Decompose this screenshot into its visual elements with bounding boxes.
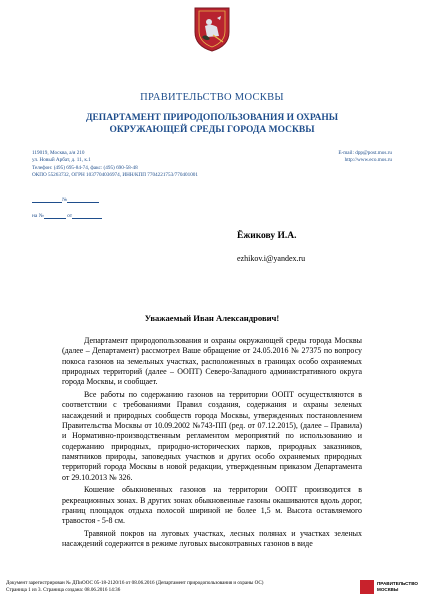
department-address [32, 150, 198, 180]
department-title-line1: ДЕПАРТАМЕНТ ПРИРОДОПОЛЬЗОВАНИЯ И ОХРАНЫ [85, 113, 339, 123]
recipient-email[interactable]: ezhikov.i@yandex.ru [237, 254, 306, 263]
recipient-name: Ёжикову И.А. [237, 231, 297, 241]
letter-paragraph: Травяной покров на луговых участках, лесных полянах и участках зеленых насаждений содержится в режиме луговых высокотравных газонов в виде [62, 528, 362, 549]
number-mark: № [62, 197, 68, 203]
letter-greeting: Уважаемый Иван Александрович! [144, 313, 280, 323]
department-website: http://www.eco.mos.ru [344, 157, 392, 164]
letter-paragraph: Департамент природопользования и охраны окружающей среды города Москвы (далее – Департамент) рассмотрел Ваше обращение от 24.05.2016 № 27375 по вопросу покоса газонов на земельных участках, расположенных в границах особо охраняемых природных территорий (далее – ООПТ) Северо-Западного административного округа города Москвы, и сообщает. [62, 336, 362, 387]
reference-date-blank [72, 212, 102, 219]
moscow-logo-icon [360, 580, 374, 594]
registration-date-blank [67, 196, 99, 203]
footer-logo-line1: ПРАВИТЕЛЬСТВО [377, 581, 418, 586]
reference-number-blank [44, 212, 66, 219]
reference-prefix: на № [32, 213, 44, 219]
registration-number-row [32, 196, 99, 203]
department-title-line2: ОКРУЖАЮЩЕЙ СРЕДЫ ГОРОДА МОСКВЫ [109, 125, 315, 135]
letter-body [62, 336, 362, 552]
reference-from-word: от [67, 213, 73, 219]
address-line: Телефон: (495) 695-84-74, факс: (495) 690-58-48 [32, 164, 138, 171]
moscow-government-logo [360, 578, 424, 598]
department-email: E-mail: dpp@post.mos.ru [338, 150, 392, 156]
registration-footer [6, 580, 263, 593]
footer-logo-line2: МОСКВЫ [377, 586, 399, 592]
address-line: 119019, Москва, а/я 210 [32, 150, 85, 156]
address-line: ОКПО 55263732, ОГРН 1037704036974, ИНН/КПП 7704221753/770401001 [32, 172, 198, 179]
registration-number-blank [32, 196, 62, 203]
address-line: ул. Новый Арбат, д. 11, к.1 [32, 157, 91, 164]
reference-number-row [32, 212, 102, 219]
department-title [40, 112, 384, 136]
moscow-coat-of-arms-icon [193, 6, 231, 52]
department-contacts [338, 150, 392, 165]
letter-paragraph: Все работы по содержанию газонов на территории ООПТ осуществляются в соответствии с требованиями Правил создания, содержания и охраны зеленых насаждений и природных сообществ города Москвы, утвержденных постановлением Правительства Москвы от 10.09.2002 №743-ПП (ред. от 07.12.2015), (далее – Правила) и Нормативно-производственным регламентом мероприятий по использованию и содержанию природных, природно-исторических парков, природных заказников, памятников природы, заповедных участков и других особо охраняемых природных территорий города Москвы в новой редакции, утвержденным приказом Департамента от 29.10.2013 № 326. [62, 389, 362, 482]
footer-page-line: Страница 1 из 3. Страница создана: 08.06.2016 14:36 [6, 586, 121, 593]
letter-paragraph: Кошение обыкновенных газонов на территории ООПТ производится в рекреационных зонах. В других зонах обыкновенные газоны окашиваются вдоль дорог, границ площадок отдыха полосой шириной не более 1,5 м. Высота оставляемого травостоя - 5-8 см. [62, 485, 362, 526]
government-title: ПРАВИТЕЛЬСТВО МОСКВЫ [140, 92, 284, 103]
footer-registration-line: Документ зарегистрирован № ДПиООС 05-18-2120/16 от 08.06.2016 (Департамент природопользования и охраны ОС) [6, 580, 264, 586]
